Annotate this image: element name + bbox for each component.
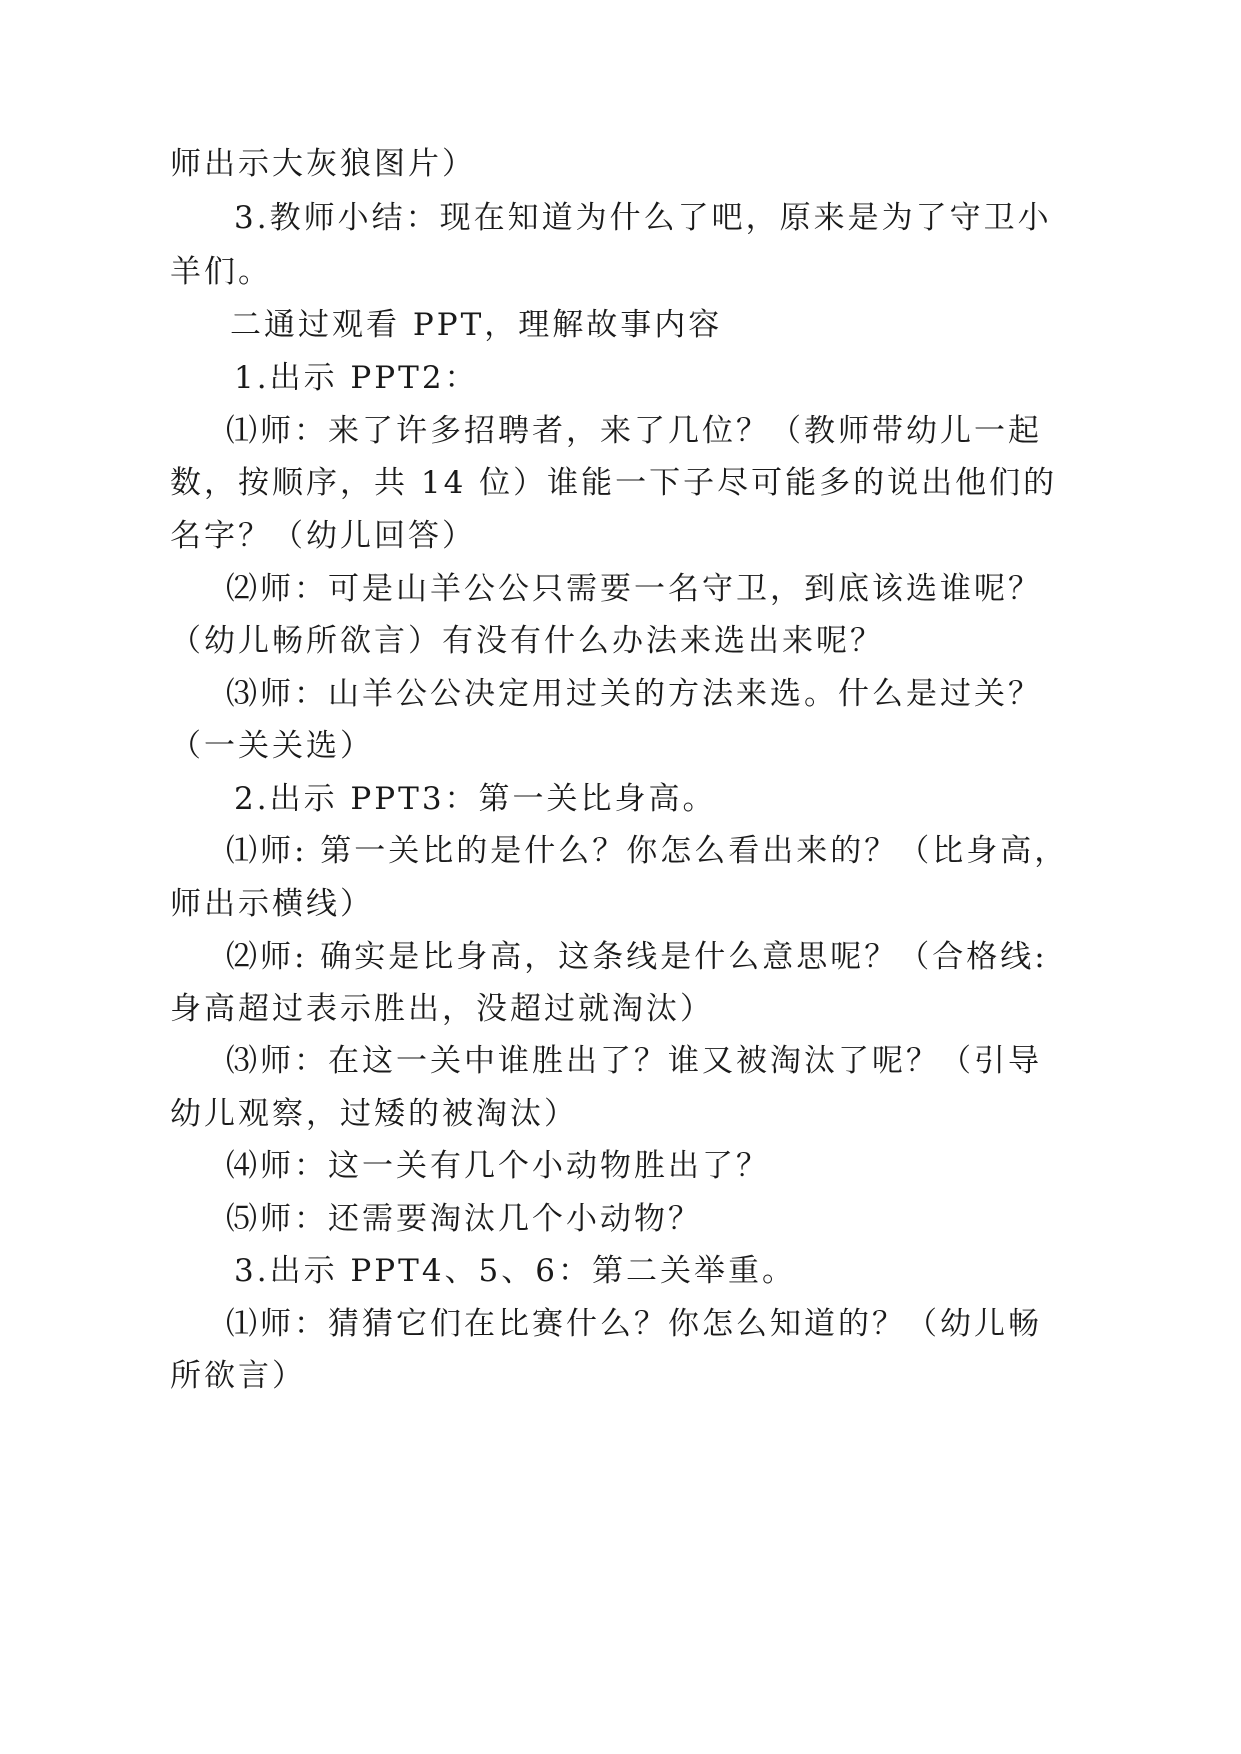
text-line: （幼儿畅所欲言）有没有什么办法来选出来呢？ <box>170 623 884 659</box>
text-line: ⑴师: 第一关比的是什么？你怎么看出来的？（比身高， <box>226 833 1069 869</box>
text-line: （一关关选） <box>170 728 374 764</box>
text-line: 2.出示 PPT3：第一关比身高。 <box>234 781 717 817</box>
text-line: 幼儿观察，过矮的被淘汰） <box>170 1096 578 1132</box>
text-line: ⑷师：这一关有几个小动物胜出了？ <box>226 1148 770 1184</box>
text-line: ⑴师：来了许多招聘者，来了几位？（教师带幼儿一起 <box>226 413 1042 449</box>
text-line: 数，按顺序，共 14 位）谁能一下子尽可能多的说出他们的 <box>170 465 1058 501</box>
text-line: 名字？（幼儿回答） <box>170 518 476 554</box>
text-line: 所欲言） <box>170 1358 306 1394</box>
text-line: 师出示横线） <box>170 886 374 922</box>
text-line: 1.出示 PPT2： <box>234 360 479 396</box>
text-line: ⑵师：可是山羊公公只需要一名守卫，到底该选谁呢？ <box>226 571 1042 607</box>
text-line: ⑵师: 确实是比身高，这条线是什么意思呢？（合格线: <box>226 939 1048 975</box>
text-line: 3.出示 PPT4、5、6：第二关举重。 <box>234 1253 796 1289</box>
text-line: 师出示大灰狼图片） <box>170 146 476 182</box>
section-heading: 二通过观看 PPT，理解故事内容 <box>230 307 723 343</box>
text-line: 羊们。 <box>170 254 272 290</box>
text-line: ⑸师：还需要淘汰几个小动物？ <box>226 1201 702 1237</box>
text-line: ⑶师：山羊公公决定用过关的方法来选。什么是过关？ <box>226 676 1042 712</box>
text-line: 身高超过表示胜出，没超过就淘汰） <box>170 991 714 1027</box>
text-line: ⑴师：猜猜它们在比赛什么？你怎么知道的？（幼儿畅 <box>226 1306 1042 1342</box>
text-line: ⑶师：在这一关中谁胜出了？谁又被淘汰了呢？（引导 <box>226 1043 1042 1079</box>
text-line: 3.教师小结：现在知道为什么了吧，原来是为了守卫小 <box>234 200 1052 236</box>
